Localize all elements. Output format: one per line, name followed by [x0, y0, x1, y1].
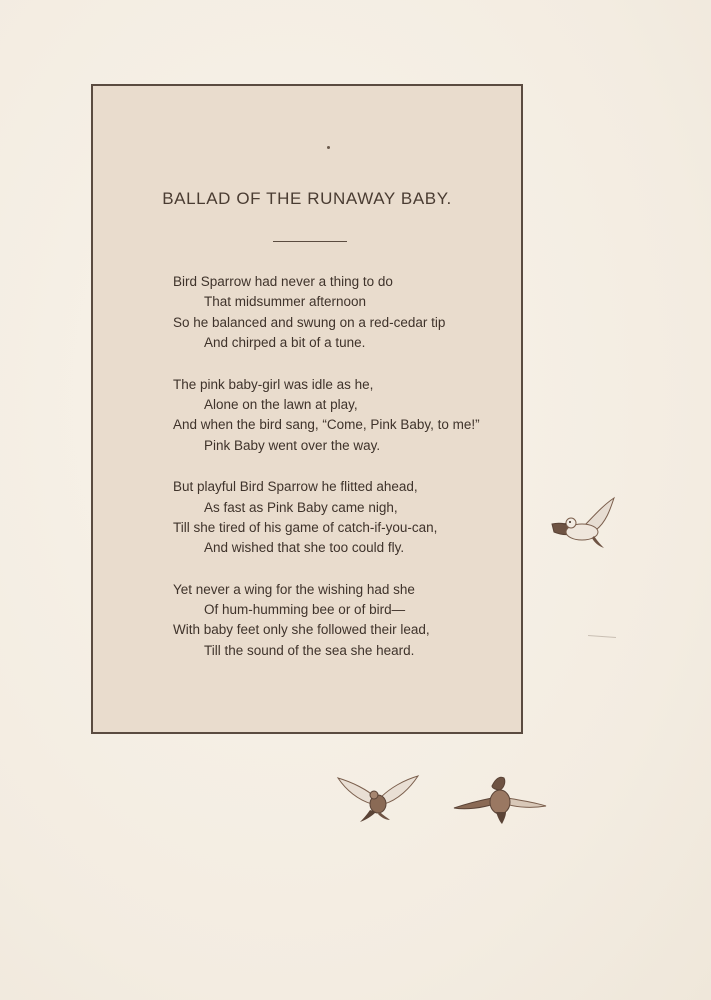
poem-line: Of hum-humming bee or of bird—	[204, 602, 406, 618]
poem-line: Till she tired of his game of catch-if-you-can,	[173, 519, 438, 535]
poem-line: And chirped a bit of a tune.	[204, 335, 366, 351]
poem-line: That midsummer afternoon	[204, 294, 367, 310]
poem-line: Till the sound of the sea she heard.	[204, 642, 415, 658]
poem-line: As fast as Pink Baby came nigh,	[204, 499, 398, 515]
stanza-4	[93, 580, 521, 662]
poem-line: With baby feet only she followed their lead,	[173, 622, 430, 638]
bird-illustration-bottom-right	[452, 774, 548, 826]
poem-body	[93, 272, 521, 682]
poem-line: And wished that she too could fly.	[204, 540, 405, 556]
poem-line: But playful Bird Sparrow he flitted ahead,	[173, 479, 418, 495]
poem-line: Yet never a wing for the wishing had she	[173, 581, 415, 597]
bird-illustration-right	[544, 496, 618, 552]
stanza-3	[93, 477, 521, 559]
bird-illustration-bottom-left	[336, 772, 420, 824]
poem-title: BALLAD OF THE RUNAWAY BABY.	[162, 189, 452, 208]
title-rule	[273, 241, 347, 242]
ornament-dot	[327, 146, 330, 149]
stanza-2	[93, 375, 521, 457]
poem-line: And when the bird sang, “Come, Pink Baby, to me!”	[173, 417, 480, 433]
poem-line: The pink baby-girl was idle as he,	[173, 376, 374, 392]
stanza-1	[93, 272, 521, 354]
poem-line: Alone on the lawn at play,	[204, 396, 358, 412]
poem-line: Pink Baby went over the way.	[204, 437, 381, 453]
poem-line: So he balanced and swung on a red-cedar tip	[173, 314, 446, 330]
poem-line: Bird Sparrow had never a thing to do	[173, 274, 393, 289]
poem-panel	[91, 84, 523, 734]
